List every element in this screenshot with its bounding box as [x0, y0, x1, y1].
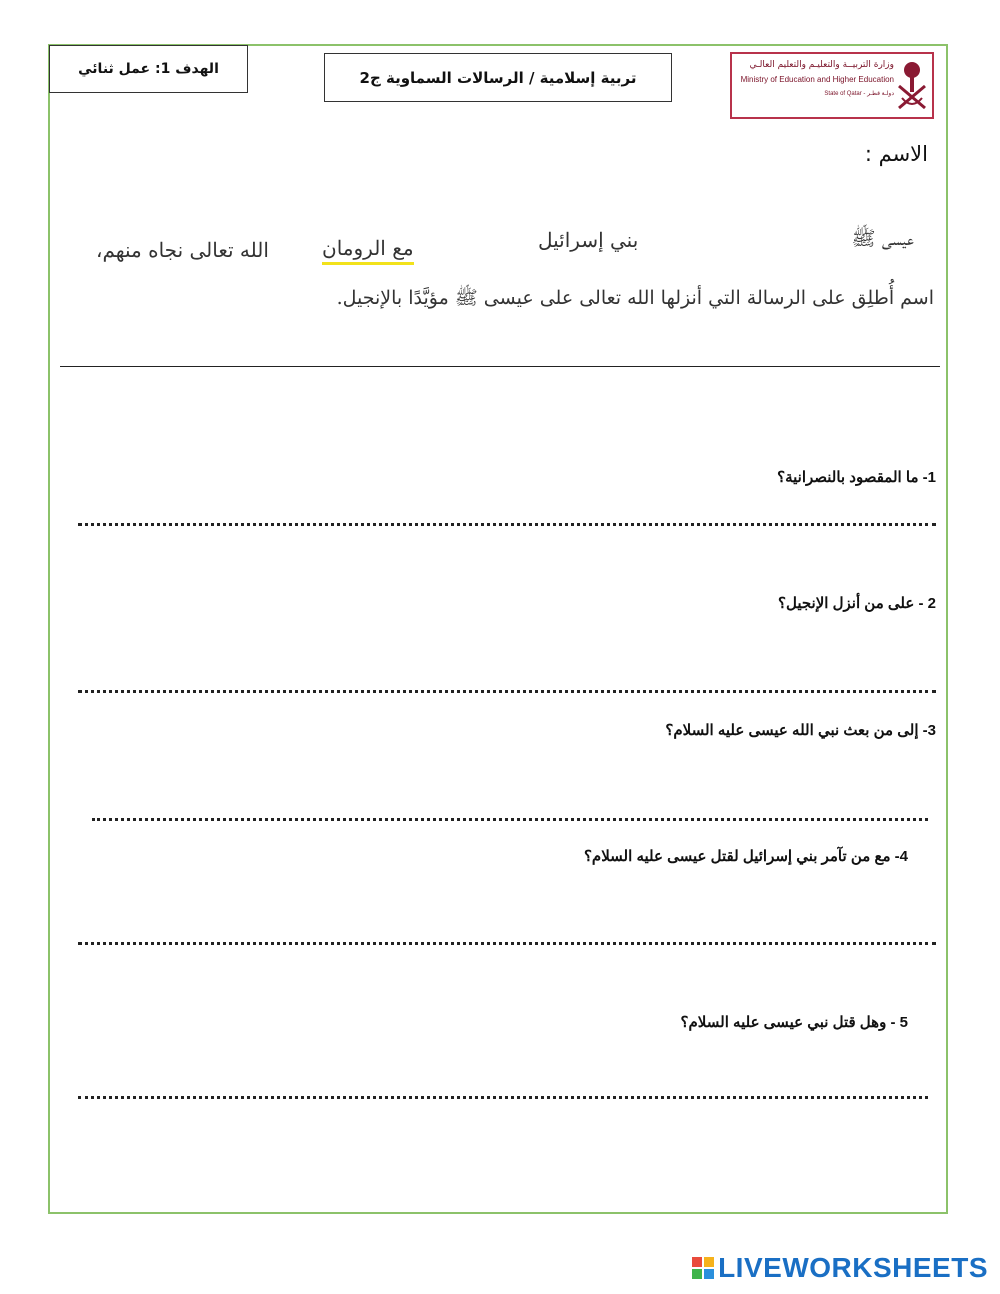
- brand-tile: [692, 1257, 702, 1267]
- answer-field-1[interactable]: [78, 523, 936, 526]
- worksheet-frame: [48, 44, 948, 1214]
- qatar-emblem-icon: [896, 58, 928, 114]
- question-3: 3- إلى من بعث نبي الله عيسى عليه السلام؟: [665, 722, 936, 739]
- answer-field-2[interactable]: [78, 690, 936, 693]
- answer-field-4[interactable]: [78, 942, 936, 945]
- section-divider: [60, 366, 940, 367]
- brand-tiles-icon: [692, 1257, 714, 1279]
- brand-name: LIVEWORKSHEETS: [718, 1252, 988, 1283]
- brand-tile: [692, 1269, 702, 1279]
- question-1: 1- ما المقصود بالنصرانية؟: [777, 469, 936, 486]
- word-bank-item[interactable]: عيسى ﷺ: [851, 226, 914, 250]
- question-4: 4- مع من تآمر بني إسرائيل لقتل عيسى عليه السلام؟: [583, 848, 908, 865]
- word-bank-item-highlighted[interactable]: مع الرومان: [322, 236, 414, 265]
- question-2: 2 - على من أنزل الإنجيل؟: [778, 595, 936, 612]
- logo-english-text: Ministry of Education and Higher Education: [740, 75, 894, 84]
- ministry-logo: [730, 52, 934, 119]
- brand-tile: [704, 1269, 714, 1279]
- liveworksheets-brand: [692, 1252, 988, 1284]
- goal-label: الهدف 1: عمل ثنائي: [78, 61, 219, 77]
- definition-sentence: اسم أُطلِق على الرسالة التي أنزلها الله تعالى على عيسى ﷺ مؤيَّدًا بالإنجيل.: [336, 287, 934, 309]
- question-5: 5 - وهل قتل نبي عيسى عليه السلام؟: [680, 1014, 908, 1031]
- brand-tile: [704, 1257, 714, 1267]
- worksheet-title: [324, 53, 672, 102]
- answer-field-3[interactable]: [92, 818, 928, 821]
- title-text: تربية إسلامية / الرسالات السماوية ج2: [359, 68, 637, 87]
- logo-arabic-text: وزارة التربيــة والتعليـم والتعليم العالـي: [749, 60, 894, 70]
- goal-box: [49, 45, 248, 93]
- word-bank-item[interactable]: الله تعالى نجاه منهم،: [96, 238, 269, 262]
- logo-state-text: State of Qatar - دولـة قطـر: [824, 91, 894, 97]
- word-bank-item[interactable]: بني إسرائيل: [538, 228, 639, 252]
- answer-field-5[interactable]: [78, 1096, 928, 1099]
- student-name-label: الاسم :: [864, 142, 928, 166]
